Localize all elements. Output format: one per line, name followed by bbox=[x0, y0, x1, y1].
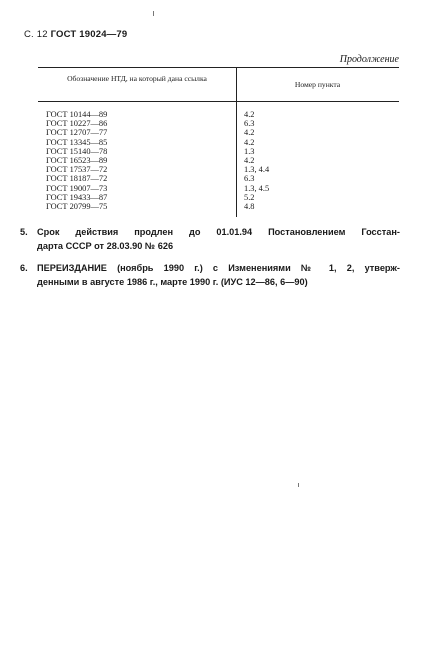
scan-mark bbox=[298, 483, 299, 487]
table-top-rule bbox=[38, 67, 399, 68]
note-number: 5. bbox=[20, 227, 28, 237]
document-cell: ГОСТ 17537—72 bbox=[46, 165, 108, 175]
note-reissue bbox=[20, 261, 400, 289]
document-cell: ГОСТ 13345—85 bbox=[46, 137, 108, 147]
document-cell: ГОСТ 10144—89 bbox=[46, 110, 108, 119]
note-text-line: ПЕРЕИЗДАНИЕ (ноябрь 1990 г.) с Изменениями № 1, 2, утверж- bbox=[37, 263, 400, 273]
table-column-divider bbox=[236, 67, 237, 217]
document-cell: ГОСТ 19433—87 bbox=[46, 192, 108, 202]
table-header-rule bbox=[38, 101, 399, 102]
item-cell: 4.2 bbox=[244, 155, 255, 165]
document-cell: ГОСТ 15140—78 bbox=[46, 146, 108, 156]
page-header bbox=[24, 29, 127, 40]
document-cell: ГОСТ 20799—75 bbox=[46, 201, 108, 211]
item-cell: 4.8 bbox=[244, 201, 255, 211]
document-cell: ГОСТ 18187—72 bbox=[46, 174, 108, 184]
note-text-line: дарта СССР от 28.03.90 № 626 bbox=[37, 241, 174, 251]
continuation-label: Продолжение bbox=[339, 54, 399, 65]
column-header-item-number: Номер пункта bbox=[294, 80, 341, 89]
document-cell: ГОСТ 16523—89 bbox=[46, 155, 108, 165]
document-cell: ГОСТ 12707—77 bbox=[46, 128, 108, 138]
item-cell: 6.3 bbox=[244, 174, 255, 184]
notes-section bbox=[20, 225, 400, 297]
page-reference: С. 12 bbox=[24, 29, 48, 40]
item-cell: 1.3, 4.5 bbox=[244, 183, 270, 193]
note-validity-extension bbox=[20, 225, 400, 253]
document-cell: ГОСТ 10227—86 bbox=[46, 119, 108, 129]
item-cell: 6.3 bbox=[244, 119, 255, 129]
standard-designation: ГОСТ 19024—79 bbox=[50, 29, 128, 40]
note-number: 6. bbox=[20, 263, 28, 273]
item-cell: 4.2 bbox=[244, 137, 255, 147]
scan-mark bbox=[153, 11, 154, 16]
item-cell: 4.2 bbox=[244, 110, 255, 119]
note-text-line: Срок действия продлен до 01.01.94 Постановлением Госстан- bbox=[37, 227, 400, 237]
document-cell: ГОСТ 19007—73 bbox=[46, 183, 108, 193]
item-cell: 4.2 bbox=[244, 128, 255, 138]
item-cell: 1.3 bbox=[244, 146, 255, 156]
item-cell: 5.2 bbox=[244, 192, 255, 202]
note-text-line: денными в августе 1986 г., марте 1990 г. (ИУС 12—86, 6—90) bbox=[37, 277, 308, 287]
column-header-document: Обозначение НТД, на который дана ссылка bbox=[67, 74, 207, 83]
item-cell: 1.3, 4.4 bbox=[244, 165, 270, 175]
